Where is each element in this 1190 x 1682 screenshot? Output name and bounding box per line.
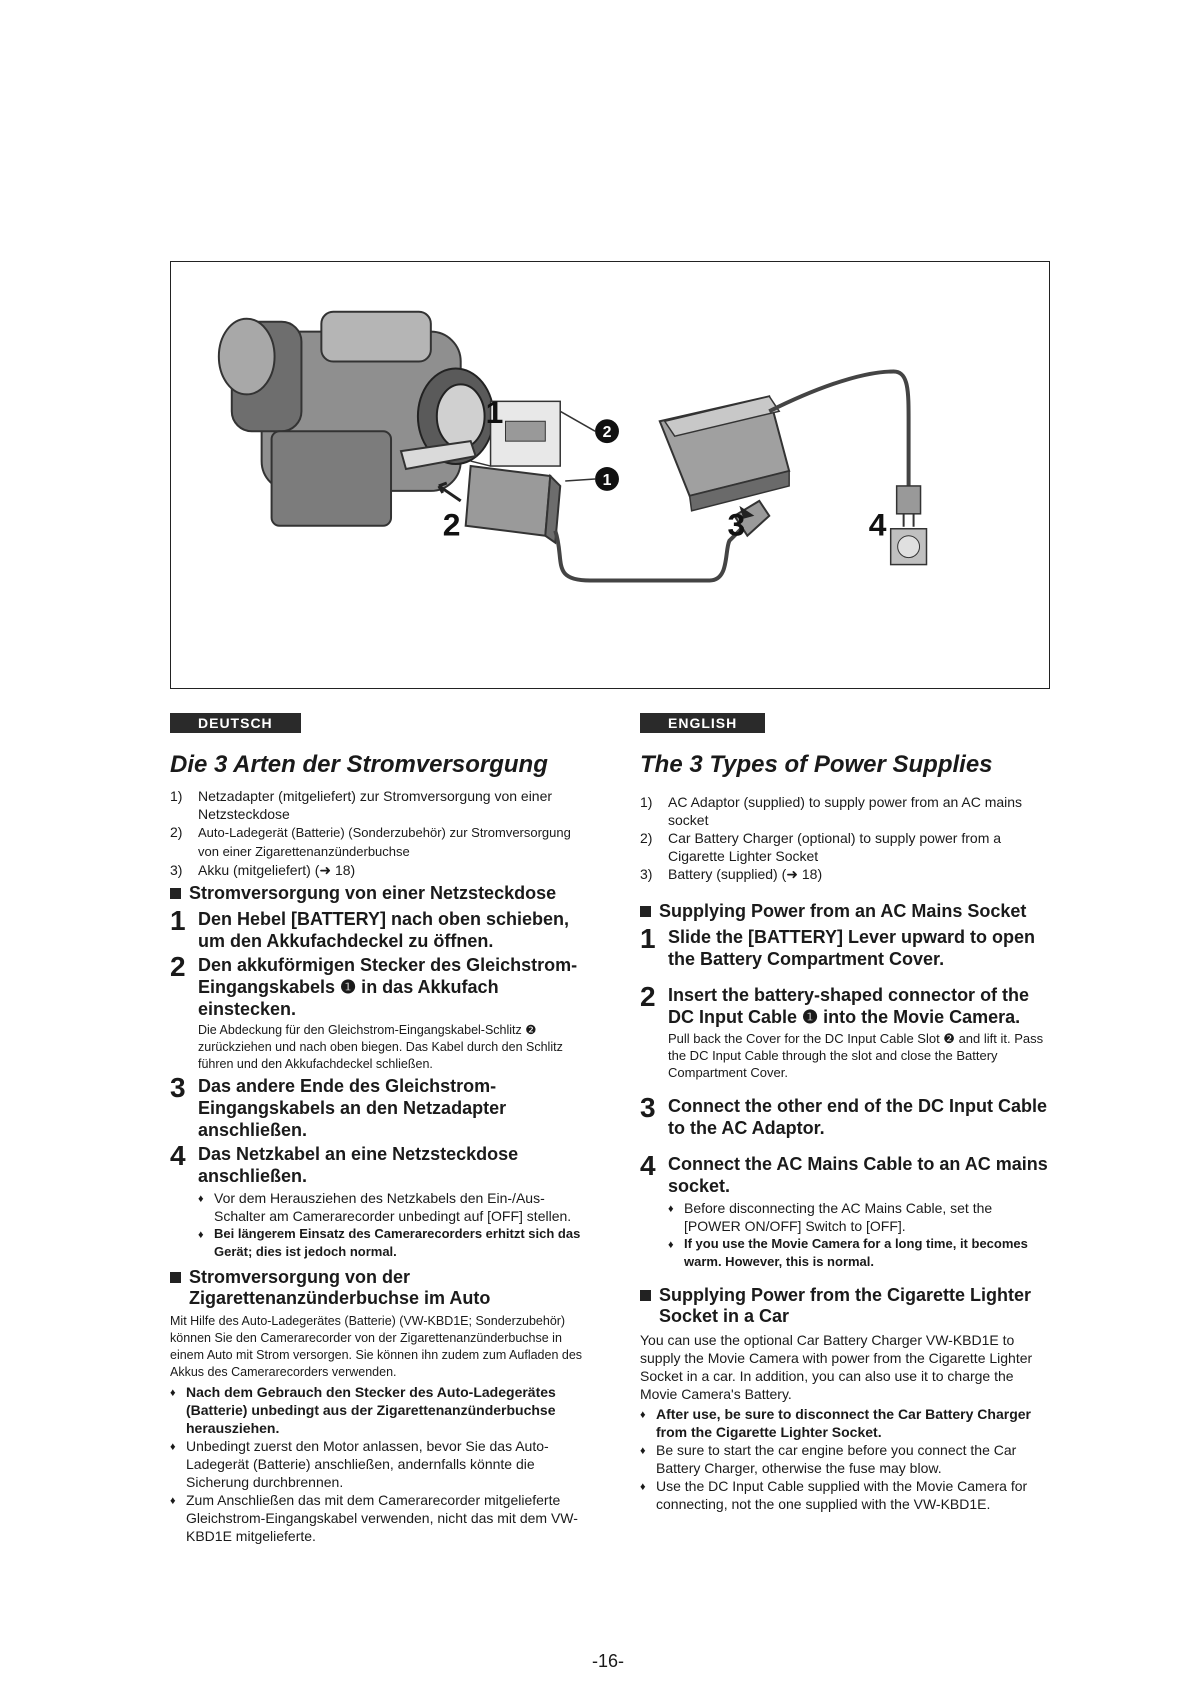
notes-list (170, 1383, 585, 1545)
notes-list (640, 1405, 1050, 1513)
list-item: ♦ Zum Anschließen das mit dem Camerarecorder mitgelieferte Gleichstrom-Eingangskabel verwenden, nicht das mit dem VW-KBD1E mitgelieferte. (170, 1491, 585, 1545)
step: 1 Den Hebel [BATTERY] nach oben schieben, um den Akkufachdeckel zu öffnen. (170, 905, 570, 951)
list-item: ♦ Unbedingt zuerst den Motor anlassen, bevor Sie das Auto-Ladegerät (Batterie) anschließen, andernfalls könnte die Sicherung durchbrennen. (170, 1437, 585, 1491)
step: 2 Den akkuförmigen Stecker des Gleichstrom-Eingangskabels ❶ in das Akkufach einstecken. Die Abdeckung für den Gleichstrom-Eingangskabel-Schlitz ❷ zurückziehen und nach oben biegen. Das Kabel durch den Schlitz führen und den Akkufachdeckel schließen. (170, 951, 578, 1071)
english-column (640, 713, 1050, 1515)
mains-plug-image (891, 486, 927, 565)
dc-battery-connector-image (466, 466, 561, 543)
step: 4 Connect the AC Mains Cable to an AC mains socket. ♦ Before disconnecting the AC Mains Cable, set the [POWER ON/OFF] Switch to [OFF]. ♦ If you use the Movie Camera for a long time, it becomes warm. However, this is normal. (640, 1153, 1050, 1273)
step: 3 Connect the other end of the DC Input Cable to the AC Adaptor. (640, 1092, 1047, 1138)
list-item: ♦ Nach dem Gebrauch den Stecker des Auto-Ladegerätes (Batterie) unbedingt aus der Zigarettenanzünderbuchse herausziehen. (170, 1383, 585, 1437)
list-item: 3) Akku (mitgeliefert) (➜ 18) (170, 862, 356, 878)
step: 2 Insert the battery-shaped connector of the DC Input Cable ❶ into the Movie Camera. Pull back the Cover for the DC Input Cable Slot ❷ and lift it. Pass the DC Input Cable through the slot and close the Battery Compartment Cover. (640, 981, 1044, 1080)
list-item: ♦ Bei längerem Einsatz des Camerarecorders erhitzt sich das Gerät; dies ist jedoch normal. (198, 1225, 585, 1261)
dc-cable-image (555, 526, 744, 581)
square-bullet-icon (640, 906, 651, 917)
list-item: ♦ After use, be sure to disconnect the Car Battery Charger from the Cigarette Lighter Socket. (640, 1405, 1050, 1441)
list-item: ♦ If you use the Movie Camera for a long time, it becomes warm. However, this is normal. (668, 1235, 1050, 1271)
intro-list (170, 787, 585, 879)
list-item: ♦ Be sure to start the car engine before you connect the Car Battery Charger, otherwise the fuse may blow. (640, 1441, 1050, 1477)
list-item: 2) Car Battery Charger (optional) to supply power from a Cigarette Lighter Socket (640, 830, 1002, 864)
german-column (170, 713, 585, 1547)
power-supply-illustration (170, 261, 1050, 689)
subsection-heading: Supplying Power from the Cigarette Lighter Socket in a Car (640, 1285, 1050, 1327)
step-notes (198, 1189, 585, 1261)
list-item: 2) Auto-Ladegerät (Batterie) (Sonderzubehör) zur Stromversorgung von einer Zigarettenanzünderbuchse (170, 824, 571, 859)
step-1-label: 1 (485, 394, 504, 431)
step-3-label: 3 (727, 506, 746, 543)
square-bullet-icon (170, 888, 181, 899)
intro-list (640, 793, 1050, 883)
subsection-heading: Stromversorgung von einer Netzsteckdose (170, 883, 585, 904)
language-tag: DEUTSCH (170, 713, 301, 733)
arrow-icon (439, 483, 461, 501)
list-item: 1) Netzadapter (mitgeliefert) zur Stromversorgung von einer Netzsteckdose (170, 788, 553, 822)
step-4-label: 4 (868, 506, 887, 543)
subsection-heading: Supplying Power from an AC Mains Socket (640, 901, 1050, 922)
square-bullet-icon (170, 1272, 181, 1283)
step: 4 Das Netzkabel an eine Netzsteckdose anschließen. ♦ Vor dem Herausziehen des Netzkabels den Ein-/Aus-Schalter am Camerarecorder unbedingt auf [OFF] stellen. ♦ Bei längerem Einsatz des Camerarecorders erhitzt sich das Gerät; dies ist jedoch normal. (170, 1143, 585, 1263)
step: 3 Das andere Ende des Gleichstrom-Eingangskabels an den Netzadapter anschließen. (170, 1072, 507, 1140)
callout-1-label: 1 (602, 471, 612, 489)
section-title: Die 3 Arten der Stromversorgung (170, 751, 548, 778)
page-number: -16- (592, 1651, 625, 1671)
ac-adaptor-image (660, 396, 789, 510)
list-item: ♦ Use the DC Input Cable supplied with the Movie Camera for connecting, not the one supplied with the VW-KBD1E. (640, 1477, 1050, 1513)
callout-2-label: 2 (602, 424, 612, 442)
step-2-label: 2 (442, 506, 461, 543)
list-item: 1) AC Adaptor (supplied) to supply power from an AC mains socket (640, 794, 1023, 828)
list-item: ♦ Vor dem Herausziehen des Netzkabels den Ein-/Aus-Schalter am Camerarecorder unbedingt auf [OFF] stellen. (198, 1189, 585, 1225)
paragraph: Mit Hilfe des Auto-Ladegerätes (Batterie) (VW-KBD1E; Sonderzubehör) können Sie den Camerarecorder von der Zigarettenanzünderbuchse in einem Auto mit Strom versorgen. Sie können ihn zudem zum Aufladen des Akkus des Camerarecorders verwenden. (170, 1314, 583, 1379)
square-bullet-icon (640, 1290, 651, 1301)
list-item: 3) Battery (supplied) (➜ 18) (640, 866, 823, 882)
subsection-heading: Stromversorgung von der Zigarettenanzünderbuchse im Auto (170, 1267, 585, 1309)
list-item: ♦ Before disconnecting the AC Mains Cable, set the [POWER ON/OFF] Switch to [OFF]. (668, 1199, 1050, 1235)
ac-mains-cable-image (769, 371, 908, 490)
paragraph: You can use the optional Car Battery Charger VW-KBD1E to supply the Movie Camera with power from the Cigarette Lighter Socket in a car. In addition, you can also use it to charge the Movie Camera's Battery. (640, 1332, 1033, 1402)
step: 1 Slide the [BATTERY] Lever upward to open the Battery Compartment Cover. (640, 923, 1036, 969)
illustration-svg (171, 262, 1049, 688)
language-tag: ENGLISH (640, 713, 765, 733)
section-title: The 3 Types of Power Supplies (640, 751, 993, 778)
step-notes (668, 1199, 1050, 1271)
